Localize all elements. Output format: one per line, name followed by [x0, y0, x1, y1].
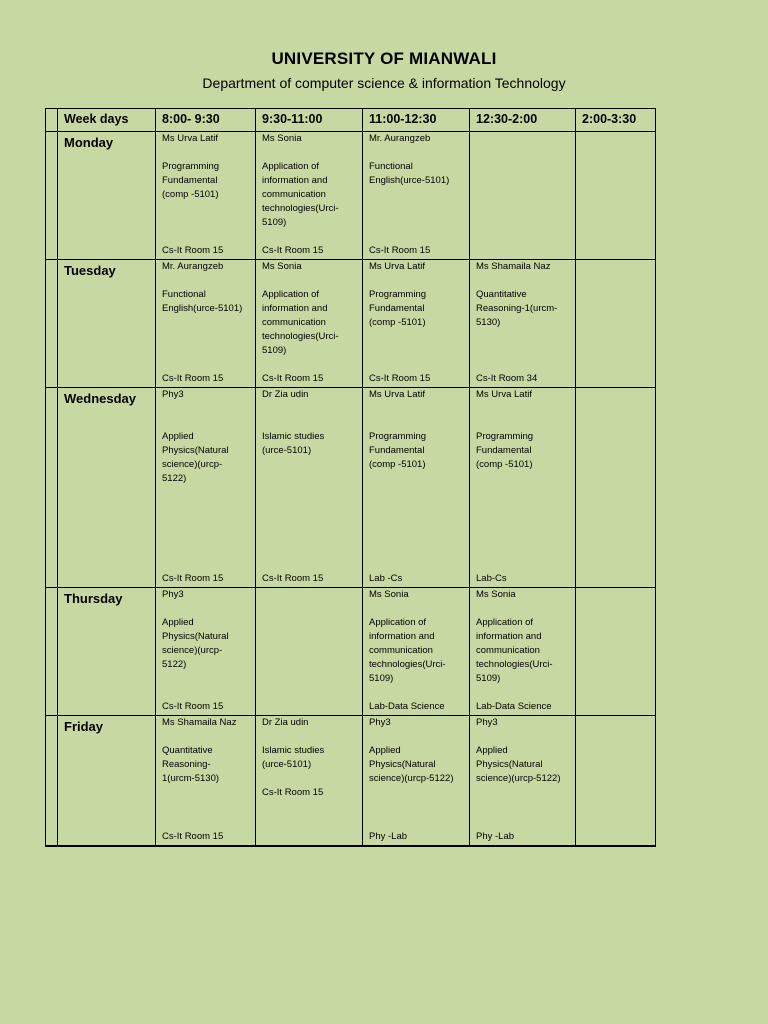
table-row [46, 260, 656, 388]
teacher-name: Phy3 [369, 717, 391, 728]
course-line: Fundamental [162, 175, 218, 186]
course-title [369, 616, 465, 686]
day-cell: Monday [58, 132, 156, 260]
room-label: Cs-It Room 15 [162, 831, 224, 842]
course-line: (urce-5101) [262, 759, 312, 770]
course-line: Functional [162, 289, 206, 300]
teacher-name: Ms Shamaila Naz [476, 261, 551, 272]
room-label: Phy -Lab [476, 831, 515, 842]
course-title [476, 616, 571, 686]
class-slot [363, 588, 470, 716]
course-line: 5122) [162, 659, 187, 670]
page-header [0, 48, 768, 92]
course-line: Applied [369, 745, 401, 756]
table-margin-cell [46, 132, 58, 260]
course-line: technologies(Urci- [476, 659, 553, 670]
class-slot [470, 588, 576, 716]
header-row [46, 109, 656, 132]
course-line: Reasoning- [162, 759, 211, 770]
room-label: Cs-It Room 15 [262, 373, 324, 384]
room-label: Cs-It Room 15 [162, 373, 224, 384]
course-line: information and [262, 175, 328, 186]
table-row [46, 132, 656, 260]
class-slot [156, 388, 256, 588]
teacher-name: Ms Sonia [262, 261, 302, 272]
course-line: Programming [369, 431, 427, 442]
table-row [46, 588, 656, 716]
class-slot [156, 260, 256, 388]
course-line: Applied [162, 431, 194, 442]
course-line: Functional [369, 161, 413, 172]
class-slot [156, 716, 256, 846]
course-title [262, 288, 358, 358]
column-header-slot-1: 8:00- 9:30 [156, 109, 256, 132]
column-header-slot-5: 2:00-3:30 [576, 109, 656, 132]
course-title [162, 744, 251, 786]
course-line: 5109) [262, 345, 287, 356]
teacher-name: Ms Sonia [476, 589, 516, 600]
class-slot [576, 260, 656, 388]
class-slot [576, 716, 656, 846]
day-cell: Wednesday [58, 388, 156, 588]
column-header-slot-2: 9:30-11:00 [256, 109, 363, 132]
table-margin-cell [46, 588, 58, 716]
class-slot [576, 132, 656, 260]
teacher-name: Ms Sonia [369, 589, 409, 600]
course-line: Quantitative [476, 289, 527, 300]
class-slot [156, 132, 256, 260]
course-line: Application of [262, 161, 320, 172]
timetable [45, 108, 656, 847]
room-label: Lab -Cs [369, 573, 403, 584]
course-line: Physics(Natural [162, 445, 229, 456]
teacher-name: Ms Urva Latif [369, 261, 425, 272]
room-label: Cs-It Room 15 [162, 701, 224, 712]
class-slot [363, 260, 470, 388]
class-slot [256, 132, 363, 260]
class-slot [470, 716, 576, 846]
course-line: Fundamental [369, 445, 425, 456]
teacher-name: Ms Shamaila Naz [162, 717, 237, 728]
course-line: Physics(Natural [476, 759, 543, 770]
course-line: Programming [162, 161, 220, 172]
course-line: 5122) [162, 473, 187, 484]
column-header-slot-4: 12:30-2:00 [470, 109, 576, 132]
course-line: 1(urcm-5130) [162, 773, 220, 784]
course-line: (comp -5101) [369, 459, 426, 470]
teacher-name: Ms Sonia [262, 133, 302, 144]
course-title [369, 288, 465, 330]
column-header-weekdays: Week days [58, 109, 156, 132]
class-slot [363, 388, 470, 588]
table-row [46, 388, 656, 588]
course-line: science)(urcp-5122) [476, 773, 561, 784]
course-title [369, 744, 465, 786]
table-margin-cell [46, 388, 58, 588]
course-line: Islamic studies [262, 745, 325, 756]
course-title [369, 160, 465, 188]
teacher-name: Ms Urva Latif [476, 389, 532, 400]
course-line: English(urce-5101) [162, 303, 243, 314]
day-cell: Thursday [58, 588, 156, 716]
room-label: Cs-It Room 34 [476, 373, 538, 384]
course-line: communication [369, 645, 433, 656]
day-cell: Friday [58, 716, 156, 846]
course-line: science)(urcp-5122) [369, 773, 454, 784]
table-margin-cell [46, 716, 58, 846]
teacher-name: Phy3 [162, 589, 184, 600]
course-title [262, 744, 358, 772]
class-slot [470, 388, 576, 588]
course-line: 5109) [262, 217, 287, 228]
course-title [262, 160, 358, 230]
class-slot [363, 716, 470, 846]
course-line: Programming [476, 431, 534, 442]
course-line: Fundamental [476, 445, 532, 456]
room-label: Cs-It Room 15 [262, 573, 324, 584]
class-slot [576, 388, 656, 588]
course-title [162, 616, 251, 672]
table-margin-cell [46, 260, 58, 388]
course-line: Application of [369, 617, 427, 628]
room-label: Cs-It Room 15 [162, 245, 224, 256]
column-header-slot-3: 11:00-12:30 [363, 109, 470, 132]
course-title [476, 744, 571, 786]
course-line: (urce-5101) [262, 445, 312, 456]
class-slot [470, 260, 576, 388]
course-line: (comp -5101) [369, 317, 426, 328]
table-row [46, 716, 656, 846]
course-line: communication [262, 189, 326, 200]
class-slot [256, 588, 363, 716]
course-line: Physics(Natural [369, 759, 436, 770]
class-slot [576, 588, 656, 716]
teacher-name: Dr Zia udin [262, 717, 309, 728]
department-title: Department of computer science & information Technology [202, 75, 566, 91]
course-line: information and [262, 303, 328, 314]
teacher-name: Phy3 [162, 389, 184, 400]
teacher-name: Dr Zia udin [262, 389, 309, 400]
teacher-name: Mr. Aurangzeb [369, 133, 431, 144]
teacher-name: Mr. Aurangzeb [162, 261, 224, 272]
room-label: Cs-It Room 15 [262, 787, 324, 798]
university-title: UNIVERSITY OF MIANWALI [271, 49, 497, 68]
course-title [476, 288, 571, 330]
course-line: communication [262, 317, 326, 328]
course-title [262, 430, 358, 458]
course-line: English(urce-5101) [369, 175, 450, 186]
course-line: Reasoning-1(urcm- [476, 303, 558, 314]
course-line: Application of [262, 289, 320, 300]
course-line: 5109) [476, 673, 501, 684]
class-slot [256, 388, 363, 588]
course-title [369, 430, 465, 472]
course-line: (comp -5101) [476, 459, 533, 470]
course-title [162, 288, 251, 316]
course-line: Applied [162, 617, 194, 628]
table-margin-cell [46, 109, 58, 132]
teacher-name: Ms Urva Latif [369, 389, 425, 400]
course-line: Application of [476, 617, 534, 628]
course-line: Applied [476, 745, 508, 756]
class-slot [256, 716, 363, 846]
course-line: 5130) [476, 317, 501, 328]
course-line: Quantitative [162, 745, 213, 756]
day-cell: Tuesday [58, 260, 156, 388]
course-line: Physics(Natural [162, 631, 229, 642]
room-label: Phy -Lab [369, 831, 408, 842]
course-line: 5109) [369, 673, 394, 684]
room-label: Lab-Data Science [476, 701, 552, 712]
room-label: Lab-Data Science [369, 701, 445, 712]
course-line: information and [369, 631, 435, 642]
class-slot [156, 588, 256, 716]
course-line: technologies(Urci- [262, 203, 339, 214]
room-label: Cs-It Room 15 [262, 245, 324, 256]
course-line: Islamic studies [262, 431, 325, 442]
class-slot [256, 260, 363, 388]
course-line: Fundamental [369, 303, 425, 314]
course-line: technologies(Urci- [262, 331, 339, 342]
room-label: Cs-It Room 15 [369, 245, 431, 256]
course-title [162, 160, 251, 202]
class-slot [470, 132, 576, 260]
course-line: science)(urcp- [162, 645, 223, 656]
room-label: Lab-Cs [476, 573, 507, 584]
course-line: (comp -5101) [162, 189, 219, 200]
teacher-name: Phy3 [476, 717, 498, 728]
course-line: information and [476, 631, 542, 642]
course-title [162, 430, 251, 486]
class-slot [363, 132, 470, 260]
course-title [476, 430, 571, 472]
course-line: communication [476, 645, 540, 656]
course-line: technologies(Urci- [369, 659, 446, 670]
teacher-name: Ms Urva Latif [162, 133, 218, 144]
room-label: Cs-It Room 15 [369, 373, 431, 384]
course-line: science)(urcp- [162, 459, 223, 470]
room-label: Cs-It Room 15 [162, 573, 224, 584]
course-line: Programming [369, 289, 427, 300]
